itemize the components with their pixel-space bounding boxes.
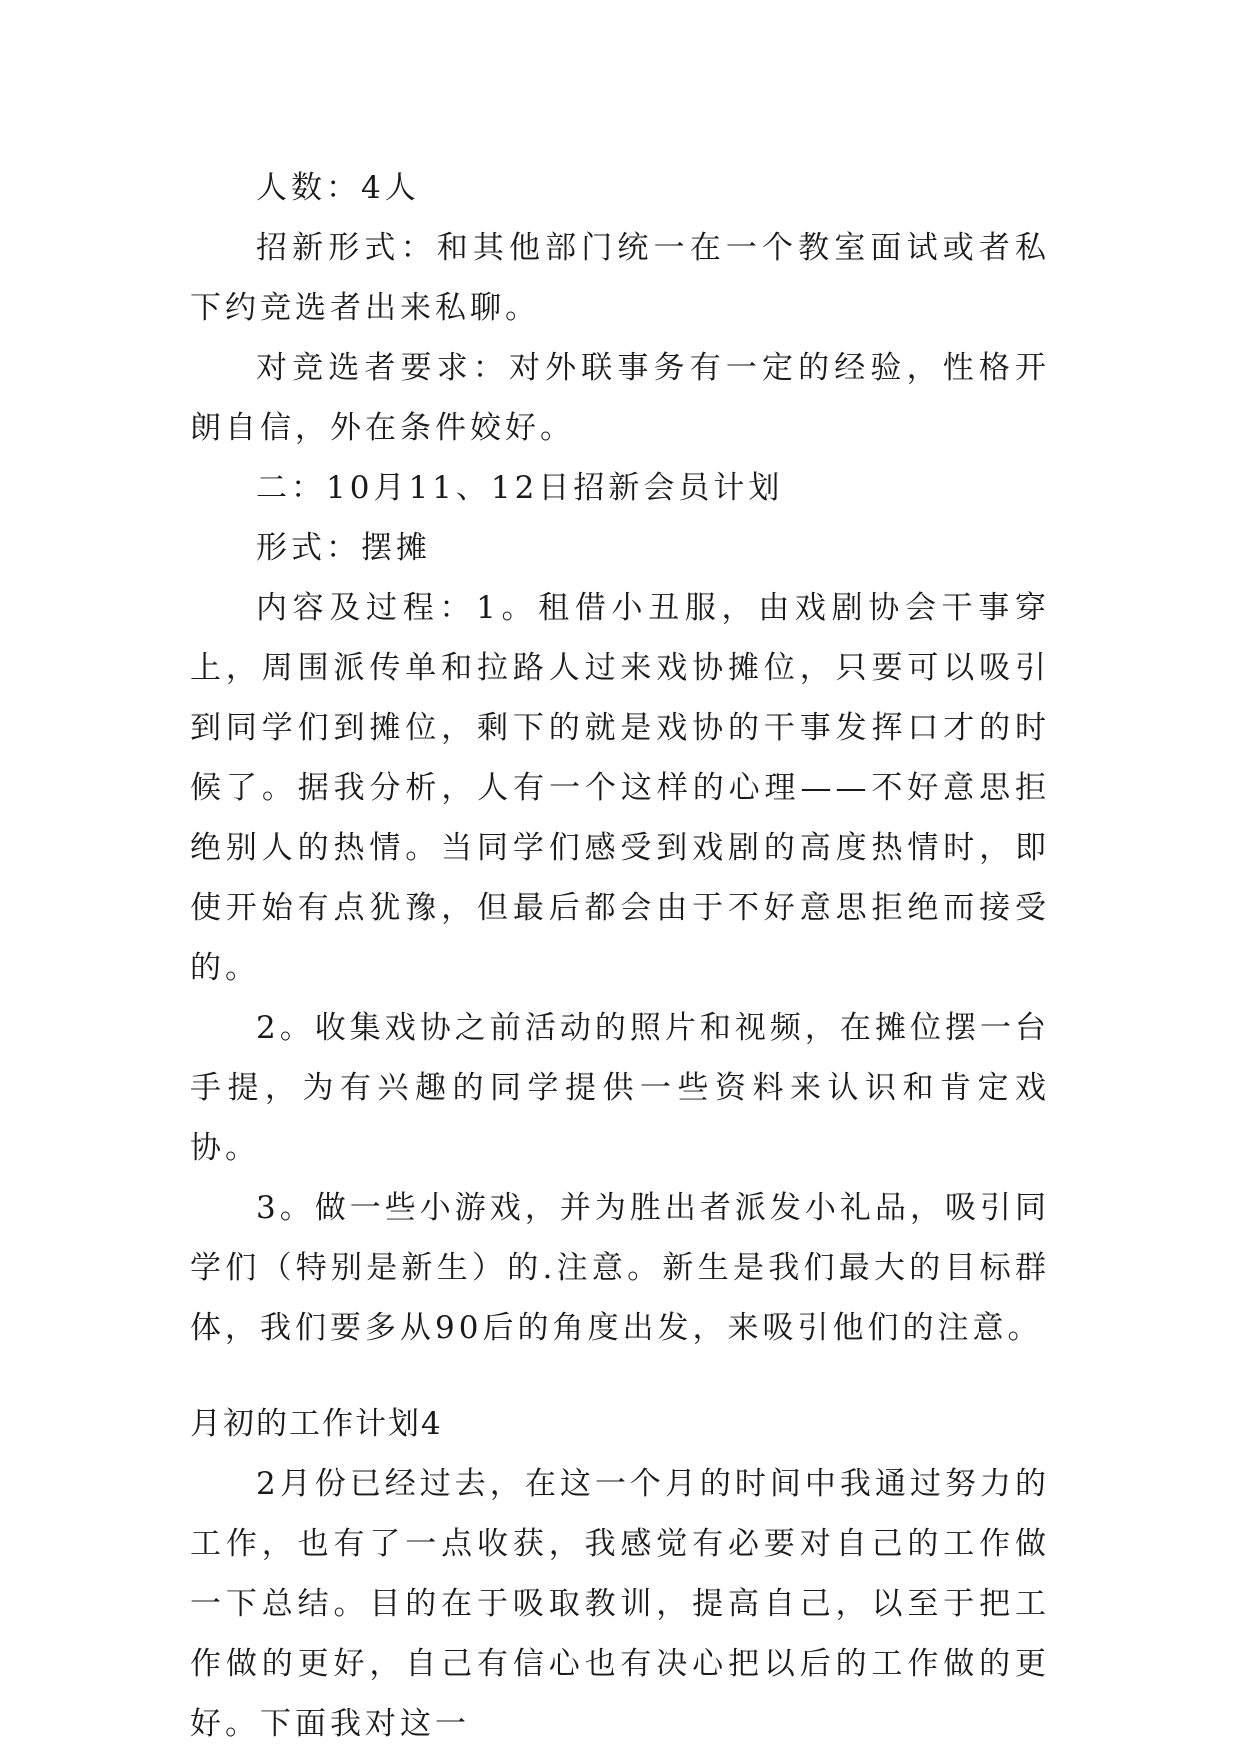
paragraph-headcount: 人数：4人 <box>256 170 420 206</box>
paragraph-form: 形式：摆摊 <box>256 530 431 566</box>
document-body <box>190 158 1050 1754</box>
section-title: 月初的工作计划4 <box>190 1406 443 1442</box>
paragraph-recruit-format: 招新形式：和其他部门统一在一个教室面试或者私下约竞选者出来私聊。 <box>190 230 1050 326</box>
paragraph-content-process: 内容及过程：1。租借小丑服，由戏剧协会干事穿上，周围派传单和拉路人过来戏协摊位，只要可以吸引到同学们到摊位，剩下的就是戏协的干事发挥口才的时候了。据我分析，人有一个这样的心理——不好意思拒绝别人的热情。当同学们感受到戏剧的高度热情时，即使开始有点犹豫，但最后都会由于不好意思拒绝而接受的。 <box>190 590 1050 986</box>
paragraph-candidate-requirements: 对竞选者要求：对外联事务有一定的经验，性格开朗自信，外在条件姣好。 <box>190 350 1050 446</box>
paragraph-item-2: 2。收集戏协之前活动的照片和视频，在摊位摆一台手提，为有兴趣的同学提供一些资料来认识和肯定戏协。 <box>190 1010 1050 1166</box>
paragraph-summary: 2月份已经过去，在这一个月的时间中我通过努力的工作，也有了一点收获，我感觉有必要对自己的工作做一下总结。目的在于吸取教训，提高自己，以至于把工作做的更好，自己有信心也有决心把以后的工作做的更好。下面我对这一 <box>190 1466 1050 1742</box>
paragraph-plan-heading: 二：10月11、12日招新会员计划 <box>256 470 784 506</box>
paragraph-item-3: 3。做一些小游戏，并为胜出者派发小礼品，吸引同学们（特别是新生）的.注意。新生是我们最大的目标群体，我们要多从90后的角度出发，来吸引他们的注意。 <box>190 1190 1050 1346</box>
